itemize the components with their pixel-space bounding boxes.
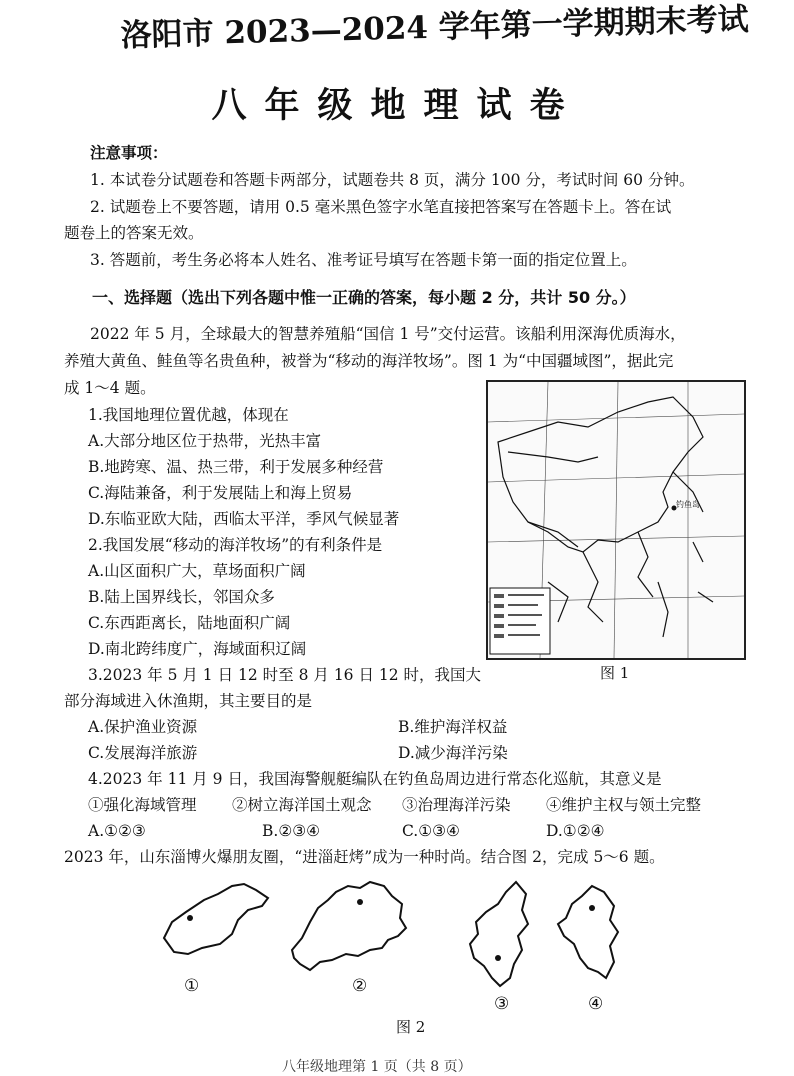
- exam-title: 洛阳市 2023—2024 学年第一学期期末考试: [120, 1, 750, 54]
- question-stem: 4.2023 年 11 月 9 日，我国海警舰艇编队在钓鱼岛周边进行常态化巡航，其意义是: [88, 770, 662, 788]
- figure2-caption: 图 2: [396, 1018, 426, 1036]
- note-item: 题卷上的答案无效。: [64, 224, 204, 242]
- option: C.发展海洋旅游: [88, 744, 198, 762]
- option: C.东西距离长，陆地面积广阔: [88, 614, 291, 632]
- statement: ③治理海洋污染: [402, 796, 511, 814]
- question-stem: 3.2023 年 5 月 1 日 12 时至 8 月 16 日 12 时，我国大: [88, 666, 482, 684]
- option: A.大部分地区位于热带，光热丰富: [88, 432, 322, 450]
- statement: ②树立海洋国土观念: [232, 796, 372, 814]
- option: C.①③④: [402, 822, 460, 840]
- option: D.南北跨纬度广，海域面积辽阔: [88, 640, 307, 658]
- option: A.保护渔业资源: [88, 718, 198, 736]
- statement: ①强化海域管理: [88, 796, 197, 814]
- option: B.陆上国界线长，邻国众多: [88, 588, 275, 606]
- shape-label-3: ③: [494, 994, 510, 1014]
- section-heading: 一、选择题（选出下列各题中惟一正确的答案，每小题 2 分，共计 50 分。）: [92, 288, 636, 307]
- question-stem: 2.我国发展“移动的海洋牧场”的有利条件是: [88, 536, 383, 554]
- exam-subtitle: 八年级地理试卷: [211, 85, 583, 126]
- shape-label-2: ②: [352, 976, 368, 996]
- note-item: 3. 答题前，考生务必将本人姓名、准考证号填写在答题卡第一面的指定位置上。: [90, 251, 637, 269]
- question-stem: 部分海域进入休渔期，其主要目的是: [64, 692, 313, 710]
- statement: ④维护主权与领土完整: [546, 796, 702, 814]
- province-shape-4: [552, 882, 632, 987]
- option: A.①②③: [88, 822, 146, 840]
- option: D.东临亚欧大陆，西临太平洋，季风气候显著: [88, 510, 400, 528]
- option: D.①②④: [546, 822, 605, 840]
- page-footer: 八年级地理第 1 页（共 8 页）: [282, 1059, 472, 1075]
- passage-line: 成 1～4 题。: [64, 379, 156, 397]
- province-shape-1: [158, 880, 278, 960]
- note-item: 2. 试题卷上不要答题，请用 0.5 毫米黑色签字水笔直接把答案写在答题卡上。答在试: [90, 198, 672, 216]
- passage-line: 养殖大黄鱼、鲑鱼等名贵鱼种，被誉为“移动的海洋牧场”。图 1 为“中国疆域图”，据此完: [64, 352, 674, 370]
- option: B.②③④: [262, 822, 321, 840]
- province-shape-3: [466, 878, 536, 993]
- option: A.山区面积广大，草场面积广阔: [88, 562, 306, 580]
- map-drawing: [488, 382, 744, 658]
- shape-label-4: ④: [588, 994, 604, 1014]
- option: B.地跨寒、温、热三带，利于发展多种经营: [88, 458, 384, 476]
- note-item: 1. 本试卷分试题卷和答题卡两部分，试题卷共 8 页，满分 100 分，考试时间 60 分钟。: [90, 171, 695, 189]
- china-territory-map: [486, 380, 746, 660]
- diaoyu-island-label: 钓鱼岛: [676, 500, 700, 509]
- province-shape-2: [288, 878, 418, 978]
- shape-label-1: ①: [184, 976, 200, 996]
- notes-heading: 注意事项：: [90, 143, 168, 162]
- option: C.海陆兼备，利于发展陆上和海上贸易: [88, 484, 353, 502]
- passage-line: 2023 年，山东淄博火爆朋友圈，“进淄赶烤”成为一种时尚。结合图 2，完成 5～6 题。: [64, 848, 665, 866]
- option: B.维护海洋权益: [398, 718, 508, 736]
- option: D.减少海洋污染: [398, 744, 508, 762]
- figure1-caption: 图 1: [600, 664, 630, 682]
- question-stem: 1.我国地理位置优越，体现在: [88, 406, 289, 424]
- passage-line: 2022 年 5 月，全球最大的智慧养殖船“国信 1 号”交付运营。该船利用深海优质海水，: [90, 325, 686, 343]
